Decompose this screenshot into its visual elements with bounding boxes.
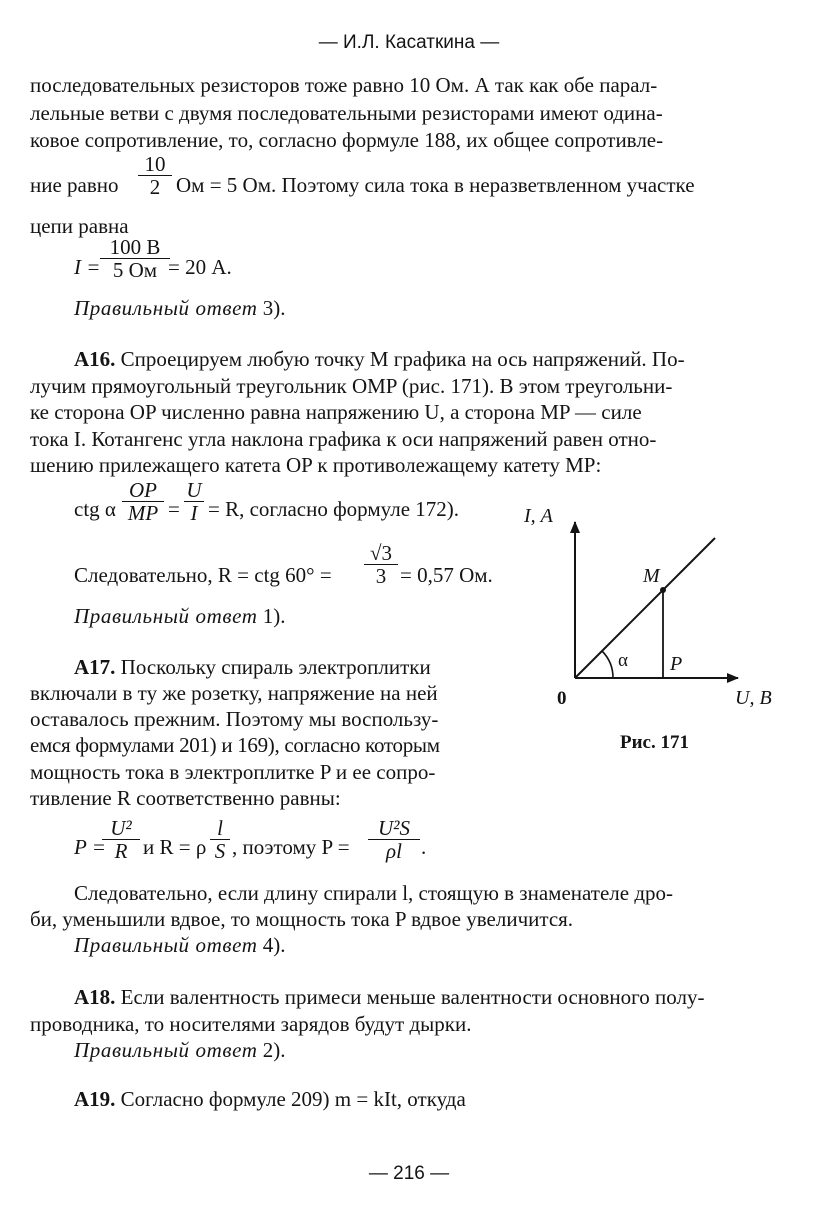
angle-label: α [618,650,628,671]
point-m-dot [660,587,666,593]
fraction [102,817,140,862]
fraction-denominator: 3 [375,564,387,588]
problem-a19-first-line [74,1086,466,1112]
text-line: Спроецируем любую точку M графика на ось напряжений. По- [120,347,685,371]
text-line: тока I. Котангенс угла наклона графика к оси напряжений равен отно- [30,427,657,451]
answer-line [74,932,285,958]
problem-a16-first-line [74,346,685,372]
fraction-denominator: ρl [386,839,402,863]
ctg-lhs: ctg α [74,497,116,521]
fraction [138,153,172,198]
answer-line [74,295,285,321]
text-line: Согласно формуле 209) m = kIt, откуда [120,1087,466,1111]
problem-label: А19. [74,1087,116,1111]
fraction [122,479,164,524]
fraction-numerator: U² [102,817,140,840]
fraction-numerator: U²S [368,817,420,840]
text-line: ние равно [30,173,119,197]
text-line: Следовательно, если длину спирали l, стоящую в знаменателе дро- [74,881,674,905]
fraction-numerator: U [184,479,204,502]
fraction [100,236,170,281]
text-line: мощность тока в электроплитке P и ее сопро- [30,760,436,784]
fraction-numerator: 10 [138,153,172,176]
fraction-numerator: √3 [364,542,398,565]
text-line: оставалось прежним. Поэтому мы воспользу- [30,707,439,731]
fraction-denominator: 5 Ом [112,258,158,282]
fraction-denominator: I [190,501,198,525]
consequence-lhs: Следовательно, R = ctg 60° = [74,563,332,587]
fraction [364,542,398,587]
x-axis-label: U, В [735,687,772,709]
problem-a18-first-line [74,984,704,1010]
point-m-label: M [643,565,660,587]
graph-line [575,538,715,678]
fraction [368,817,420,862]
fraction-denominator: S [214,839,226,863]
equation-lhs: I = [74,255,101,279]
text-line: Поскольку спираль электроплитки [120,655,431,679]
text-line: шению прилежащего катета OP к противолежащему катету MP: [30,453,602,477]
formula-dot: . [421,835,427,859]
text-line: ковое сопротивление, то, согласно формуле 188, их общее сопротивле- [30,128,664,152]
running-header: — И.Л. Касаткина — [318,32,500,53]
answer-line [74,1037,285,1063]
angle-arc [602,651,613,678]
point-p-label: P [670,653,683,675]
figure-171 [520,500,810,770]
text-line: Если валентность примеси меньше валентности основного полу- [120,985,705,1009]
fraction-numerator: l [210,817,230,840]
text-line: тивление R соответственно равны: [30,786,341,810]
problem-label: А16. [74,347,116,371]
text-line: последовательных резисторов тоже равно 10 Ом. А так как обе парал- [30,73,658,97]
figure-caption: Рис. 171 [620,732,689,753]
formula-and: и R = ρ [143,835,207,859]
formula-so: , поэтому P = [232,835,350,859]
fraction [184,479,204,524]
answer-label: Правильный ответ [74,1038,258,1062]
ctg-rhs: = R, согласно формуле 172). [208,497,460,521]
answer-label: Правильный ответ [74,296,258,320]
problem-label: А18. [74,985,116,1009]
text-line: лельные ветви с двумя последовательными резисторами имеют одина- [30,101,663,125]
text-line: лучим прямоугольный треугольник OMP (рис. 171). В этом треугольни- [30,374,673,398]
answer-value: 2). [262,1038,286,1062]
answer-value: 1). [262,604,286,628]
answer-label: Правильный ответ [74,604,258,628]
problem-a17-first-line [74,654,431,680]
text-line: ке сторона OP численно равна напряжению U, а сторона MP — силе [30,400,642,424]
text-line: цепи равна [30,214,129,238]
equation-rhs: = 20 А. [168,255,232,279]
equals-sign: = [168,497,180,521]
text-line: би, уменьшили вдвое, то мощность тока P вдвое увеличится. [30,907,574,931]
fraction [210,817,230,862]
text-line: емся формулами 201) и 169), согласно которым [30,733,440,757]
consequence-rhs: = 0,57 Ом. [400,563,493,587]
answer-value: 4). [262,933,286,957]
y-axis-label: I, А [524,505,553,527]
fraction-denominator: R [114,839,128,863]
fraction-numerator: 100 В [100,236,170,259]
formula-p: P = [74,835,106,859]
fraction-denominator: 2 [149,175,161,199]
origin-label: 0 [557,688,567,709]
text-line: включали в ту же розетку, напряжение на ней [30,681,438,705]
text-line: Ом = 5 Ом. Поэтому сила тока в неразветвленном участке [176,173,695,197]
answer-value: 3). [262,296,286,320]
fraction-numerator: OP [122,479,164,502]
answer-label: Правильный ответ [74,933,258,957]
answer-line [74,603,285,629]
page-number: — 216 — [368,1163,450,1184]
problem-label: А17. [74,655,116,679]
fraction-denominator: MP [127,501,159,525]
text-line: проводника, то носителями зарядов будут дырки. [30,1012,472,1036]
